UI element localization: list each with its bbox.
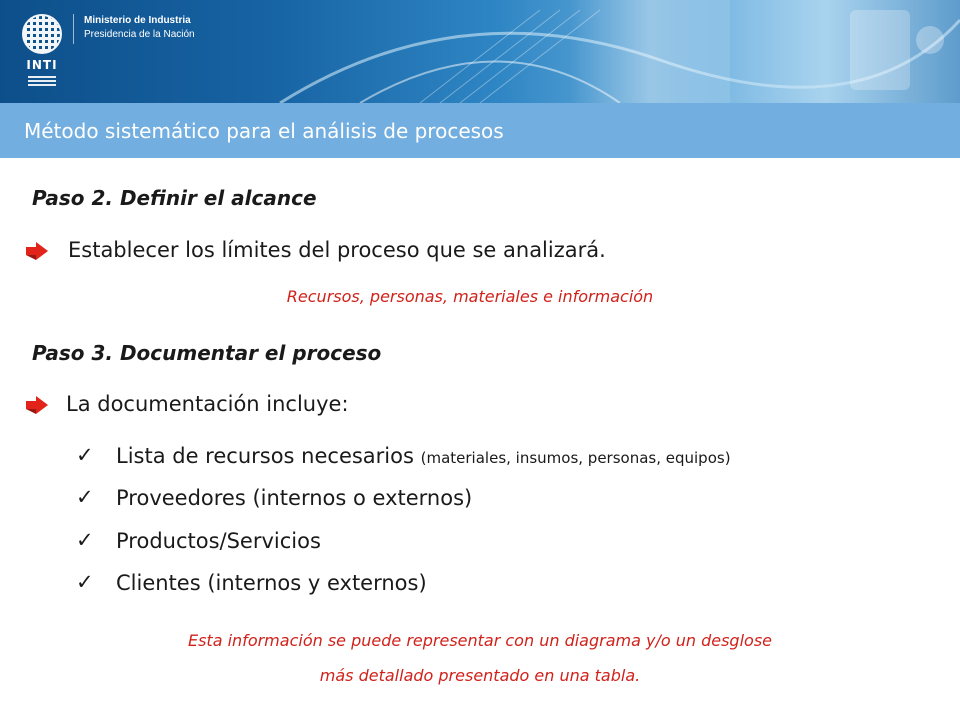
list-item-text: Clientes (internos y externos)	[116, 571, 427, 595]
header-divider	[73, 14, 74, 44]
globe-grid-icon	[22, 14, 62, 54]
checkmark-icon: ✓	[76, 528, 94, 552]
checkmark-icon: ✓	[76, 485, 94, 509]
step3-bullet: La documentación incluye:	[66, 392, 349, 416]
step2-note: Recursos, personas, materiales e información	[286, 287, 654, 306]
step3-heading: Paso 3. Documentar el proceso	[32, 341, 382, 365]
list-item-text: Lista de recursos necesarios	[116, 444, 414, 468]
header-banner	[0, 0, 960, 103]
inti-logo	[18, 12, 78, 92]
logo-text: INTI	[26, 58, 58, 72]
list-item-text: Productos/Servicios	[116, 529, 321, 553]
step2-bullet: Establecer los límites del proceso que se analizará.	[68, 238, 606, 262]
checkmark-icon: ✓	[76, 570, 94, 594]
list-item-text: Proveedores (internos o externos)	[116, 486, 473, 510]
banner-decoration-image	[240, 0, 960, 103]
title-bar	[0, 103, 960, 158]
org-name: Ministerio de Industria	[84, 15, 191, 26]
org-subname: Presidencia de la Nación	[84, 29, 195, 40]
checkmark-icon: ✓	[76, 443, 94, 467]
list-item-detail: (materiales, insumos, personas, equipos)	[420, 449, 731, 467]
footer-note-line1: Esta información se puede representar con un diagrama y/o un desglose	[187, 631, 772, 650]
step2-heading: Paso 2. Definir el alcance	[32, 186, 317, 210]
arrow-bullet-icon	[26, 396, 48, 414]
slide-title: Método sistemático para el análisis de procesos	[24, 119, 504, 143]
footer-note-line2: más detallado presentado en una tabla.	[319, 666, 641, 685]
logo-lines-icon	[28, 76, 56, 86]
arrow-bullet-icon	[26, 242, 48, 260]
